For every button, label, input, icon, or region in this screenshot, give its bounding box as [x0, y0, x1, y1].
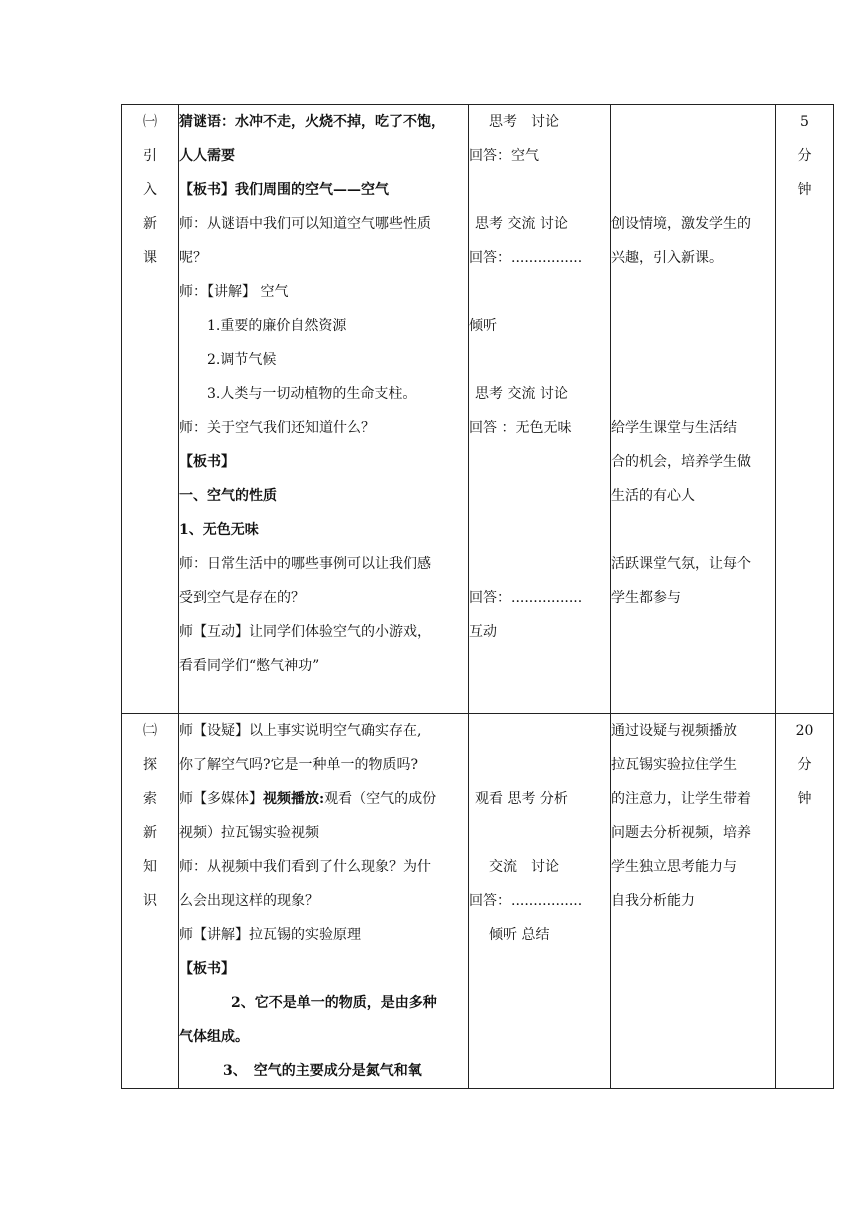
content-line: 师【设疑】以上事实说明空气确实存在,	[179, 723, 422, 739]
activity-line: 倾听 总结	[489, 927, 550, 943]
time-unit: 钟	[797, 791, 812, 807]
time-unit: 分	[797, 148, 812, 164]
section-heading: 一、空气的性质	[179, 488, 277, 504]
activity-line: 回答：................	[469, 250, 583, 266]
activity-line: 思考 讨论	[489, 114, 559, 130]
stage-char: 识	[143, 893, 157, 909]
student-activity-cell	[469, 714, 611, 1089]
riddle-line: 猜谜语：水冲不走，火烧不掉，吃了不饱，	[179, 114, 445, 130]
time-unit: 钟	[797, 182, 812, 198]
content-point: 3、 空气的主要成分是氮气和氧	[223, 1063, 422, 1079]
intent-line: 活跃课堂气氛，让每个	[611, 556, 751, 572]
content-line: 师【讲解】拉瓦锡的实验原理	[179, 927, 361, 943]
time-value: 5	[800, 114, 809, 130]
table-row	[122, 105, 834, 714]
media-prefix: 师【多媒体】	[179, 791, 263, 807]
activity-line: 回答：................	[469, 893, 583, 909]
content-point: 2.调节气候	[207, 352, 277, 368]
intent-line: 生活的有心人	[611, 488, 695, 504]
stage-char: 知	[143, 859, 157, 875]
intent-line: 学生都参与	[611, 590, 681, 606]
intent-line: 自我分析能力	[611, 893, 695, 909]
board-title: 【板书】我们周围的空气——空气	[179, 182, 389, 198]
content-point: 3.人类与一切动植物的生命支柱。	[207, 386, 417, 402]
content-line: 受到空气是存在的？	[179, 590, 305, 606]
board-heading: 【板书】	[179, 454, 235, 470]
stage-char: ㈠	[143, 114, 157, 130]
content-line: 师【互动】让同学们体验空气的小游戏，	[179, 624, 431, 640]
content-line: 你了解空气吗?它是一种单一的物质吗?	[179, 757, 419, 773]
activity-line: 回答：空气	[469, 148, 539, 164]
media-bold: 视频播放:	[263, 791, 325, 807]
design-intent-cell	[611, 105, 776, 714]
content-line: 师：【讲解】 空气	[179, 284, 289, 300]
teaching-content-cell	[179, 714, 469, 1089]
activity-line: 思考 交流 讨论	[475, 216, 568, 232]
intent-line: 创设情境，激发学生的	[611, 216, 751, 232]
content-line: 么会出现这样的现象？	[179, 893, 319, 909]
content-line: 师：日常生活中的哪些事例可以让我们感	[179, 556, 431, 572]
intent-line: 合的机会，培养学生做	[611, 454, 751, 470]
activity-line: 互动	[469, 624, 497, 640]
time-cell	[776, 105, 834, 714]
activity-line: 倾听	[469, 318, 497, 334]
intent-line: 学生独立思考能力与	[611, 859, 737, 875]
stage-cell	[122, 714, 179, 1089]
intent-line: 给学生课堂与生活结	[611, 420, 737, 436]
stage-char: 课	[143, 250, 157, 266]
media-rest: 观看（空气的成份	[324, 791, 437, 807]
content-point: 气体组成。	[179, 1029, 249, 1045]
activity-line: 回答 ：无色无味	[469, 420, 572, 436]
stage-char: ㈡	[143, 723, 157, 739]
content-line: 呢？	[179, 250, 207, 266]
intent-line: 的注意力，让学生带着	[611, 791, 751, 807]
table-row	[122, 714, 834, 1089]
content-line: 师：关于空气我们还知道什么？	[179, 420, 375, 436]
stage-char: 探	[143, 757, 157, 773]
stage-char: 新	[143, 825, 157, 841]
content-line	[179, 782, 468, 816]
content-line: 师：从视频中我们看到了什么现象？为什	[179, 859, 431, 875]
content-line: 视频）拉瓦锡实验视频	[179, 825, 319, 841]
sub-heading: 1、无色无味	[179, 522, 259, 538]
time-value: 20	[795, 723, 814, 739]
activity-line: 观看 思考 分析	[475, 791, 568, 807]
intent-line: 问题去分析视频，培养	[611, 825, 751, 841]
lesson-plan-table	[121, 104, 834, 1089]
time-unit: 分	[797, 757, 812, 773]
content-line: 看看同学们“憋气神功”	[179, 658, 320, 674]
intent-line: 拉瓦锡实验拉住学生	[611, 757, 737, 773]
stage-char: 索	[143, 791, 157, 807]
content-line: 师：从谜语中我们可以知道空气哪些性质	[179, 216, 431, 232]
riddle-line: 人人需要	[179, 148, 235, 164]
activity-line: 交流 讨论	[489, 859, 559, 875]
teaching-content-cell	[179, 105, 469, 714]
design-intent-cell	[611, 714, 776, 1089]
intent-line: 通过设疑与视频播放	[611, 723, 737, 739]
activity-line: 回答：................	[469, 590, 583, 606]
stage-char: 引	[143, 148, 157, 164]
time-cell	[776, 714, 834, 1089]
content-point: 1.重要的廉价自然资源	[207, 318, 347, 334]
content-point: 2、它不是单一的物质，是由多种	[231, 995, 437, 1011]
stage-char: 新	[143, 216, 157, 232]
activity-line: 思考 交流 讨论	[475, 386, 568, 402]
stage-cell	[122, 105, 179, 714]
stage-char: 入	[143, 182, 157, 198]
board-heading: 【板书】	[179, 961, 235, 977]
intent-line: 兴趣，引入新课。	[611, 250, 723, 266]
student-activity-cell	[469, 105, 611, 714]
